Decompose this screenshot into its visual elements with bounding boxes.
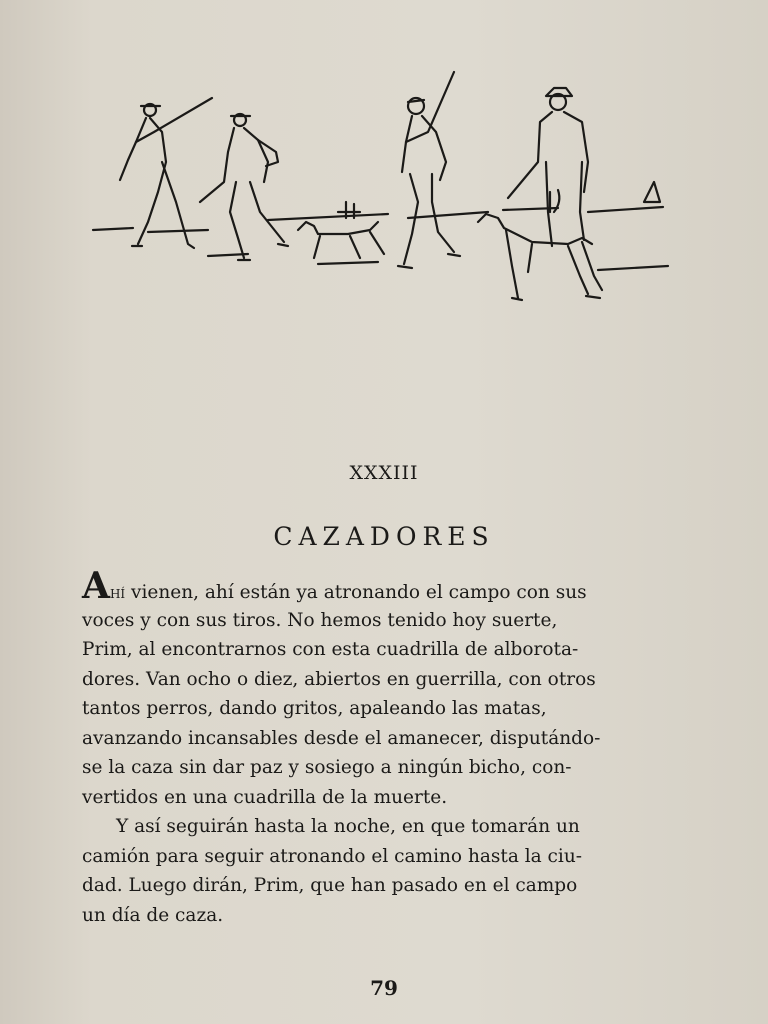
chapter-body bbox=[82, 565, 660, 930]
text-line: camión para seguir atronando el camino hasta la ciu- bbox=[82, 845, 582, 867]
hunters-with-dogs-illustration bbox=[88, 62, 678, 312]
text-line: dores. Van ocho o diez, abiertos en guerrilla, con otros bbox=[82, 668, 596, 690]
text-line: se la caza sin dar paz y sosiego a ningún bicho, con- bbox=[82, 757, 572, 778]
page-number: 79 bbox=[370, 976, 398, 1000]
chapter-number: XXXIII bbox=[349, 462, 419, 484]
paragraph-1-line-1 bbox=[82, 565, 660, 607]
text-line: dad. Luego dirán, Prim, que han pasado en el campo bbox=[82, 875, 578, 896]
text-line: Prim, al encontrarnos con esta cuadrilla de alborota- bbox=[82, 639, 579, 660]
text-line: vienen, ahí están ya atronando el campo con sus bbox=[131, 582, 587, 603]
text-line: voces y con sus tiros. No hemos tenido hoy suerte, bbox=[82, 609, 558, 631]
text-line: un día de caza. bbox=[82, 904, 224, 926]
drop-cap: A bbox=[82, 565, 110, 607]
text-line: Y así seguirán hasta la noche, en que tomarán un bbox=[116, 816, 580, 837]
text-line: avanzando incansables desde el amanecer, disputándo- bbox=[82, 727, 601, 749]
text-line: tantos perros, dando gritos, apaleando las matas, bbox=[82, 698, 547, 719]
text-line: vertidos en una cuadrilla de la muerte. bbox=[82, 786, 448, 808]
chapter-title: CAZADORES bbox=[273, 522, 495, 551]
paragraph-opening bbox=[82, 565, 587, 607]
opening-small-caps: hí bbox=[109, 583, 126, 603]
